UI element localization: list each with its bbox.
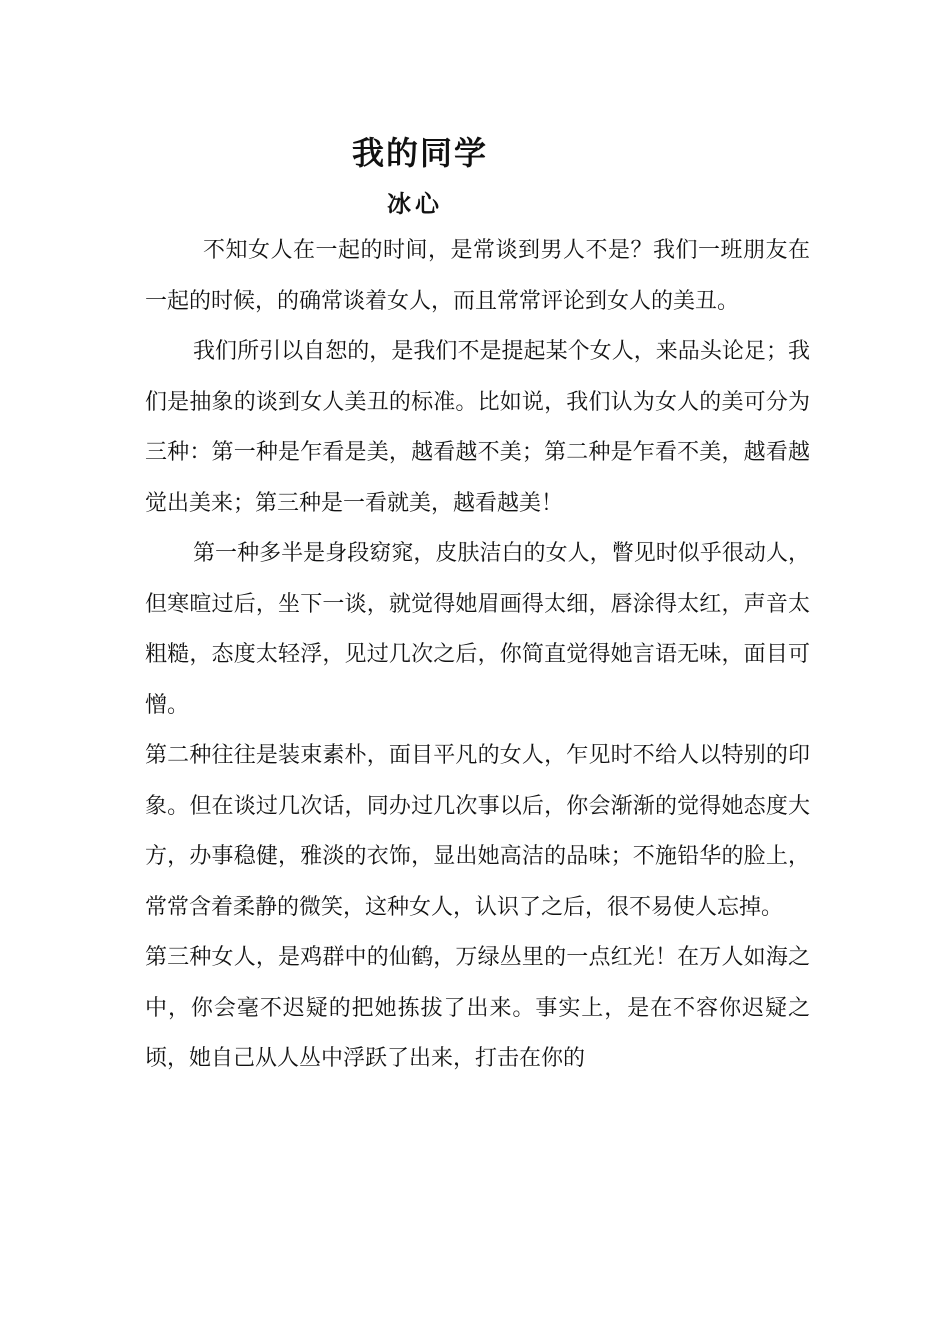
document-title: 我的同学 <box>351 134 488 172</box>
document-body <box>145 226 810 1085</box>
paragraph: 第一种多半是身段窈窕，皮肤洁白的女人，瞥见时似乎很动人，但寒暄过后，坐下一谈，就觉得她眉画得太细，唇涂得太红，声音太粗糙，态度太轻浮，见过几次之后，你简直觉得她言语无味，面目可憎。 <box>145 541 810 718</box>
paragraph: 不知女人在一起的时间，是常谈到男人不是？我们一班朋友在一起的时候，的确常谈着女人，而且常常评论到女人的美丑。 <box>145 238 810 314</box>
paragraph: 第三种女人，是鸡群中的仙鹤，万绿丛里的一点红光！在万人如海之中，你会毫不迟疑的把她拣拔了出来。事实上，是在不容你迟疑之顷，她自己从人丛中浮跃了出来，打击在你的 <box>145 945 810 1071</box>
paragraph: 第二种往往是装束素朴，面目平凡的女人，乍见时不给人以特别的印象。但在谈过几次话，同办过几次事以后，你会渐渐的觉得她态度大方，办事稳健，雅淡的衣饰，显出她高洁的品味；不施铅华的脸上，常常含着柔静的微笑，这种女人，认识了之后，很不易使人忘掉。 <box>145 743 810 920</box>
paragraph: 我们所引以自恕的，是我们不是提起某个女人，来品头论足；我们是抽象的谈到女人美丑的标准。比如说，我们认为女人的美可分为三种：第一种是乍看是美，越看越不美；第二种是乍看不美，越看越觉出美来；第三种是一看就美，越看越美！ <box>145 339 810 516</box>
document-author: 冰心 <box>387 189 443 218</box>
